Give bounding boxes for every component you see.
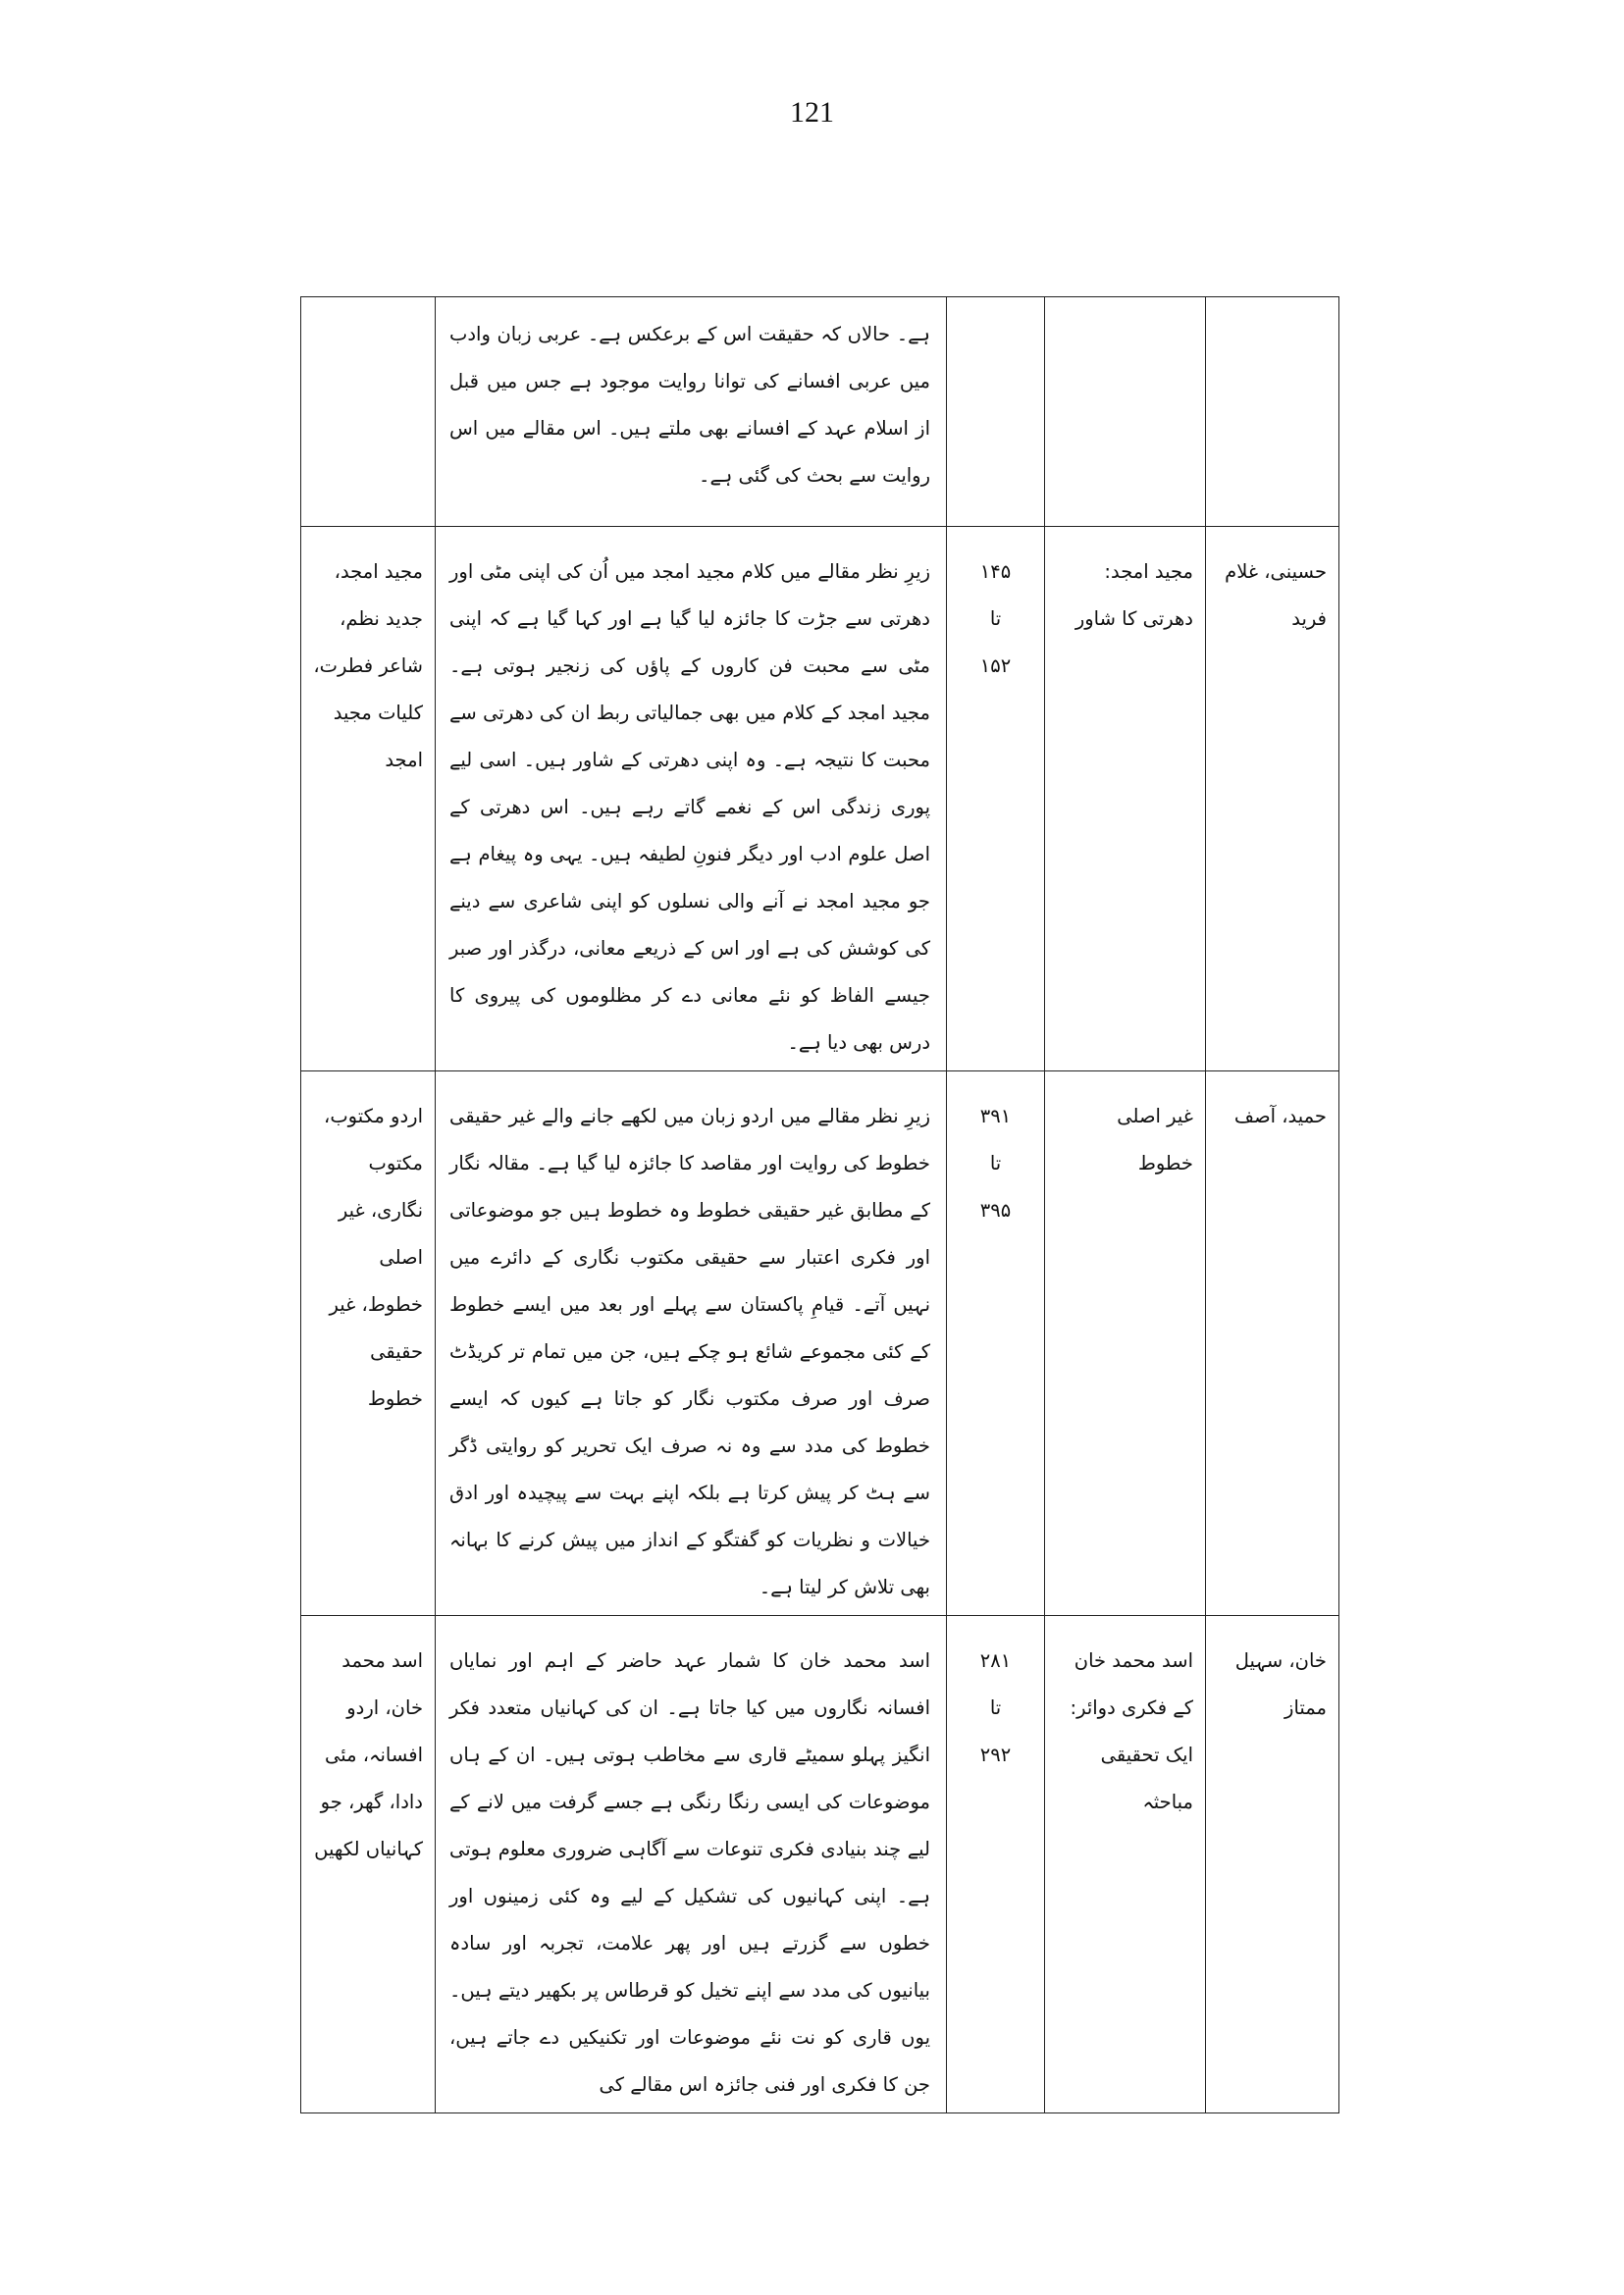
table-row [301,1616,1339,2113]
keywords-cell: مجید امجد، جدید نظم، شاعر فطرت، کلیات مجید امجد [301,527,436,1071]
pages-cell [947,1616,1045,2113]
bibliography-table [300,296,1339,2113]
title-cell: غیر اصلی خطوط [1045,1071,1206,1616]
table-row [301,1071,1339,1616]
author-cell [1206,297,1339,527]
page-separator: تا [989,607,1002,630]
pages-cell [947,1071,1045,1616]
page-separator: تا [989,1152,1002,1174]
page-from: ۳۹۱ [979,1105,1012,1127]
abstract-cell: ہے۔ حالاں کہ حقیقت اس کے برعکس ہے۔ عربی زبان وادب میں عربی افسانے کی توانا روایت موجود ہے جس میں قبل از اسلام عہد کے افسانے بھی ملتے ہیں۔ اس مقالے میں اس روایت سے بحث کی گئی ہے۔ [436,297,947,527]
pages-cell [947,527,1045,1071]
title-cell [1045,297,1206,527]
title-cell: مجید امجد: دھرتی کا شاور [1045,527,1206,1071]
keywords-cell [301,297,436,527]
page-from: ۱۴۵ [979,560,1012,583]
page-to: ۱۵۲ [979,654,1012,677]
keywords-cell: اسد محمد خان، اردو افسانہ، مئی دادا، گھر، جو کہانیاں لکھیں [301,1616,436,2113]
author-cell: حسینی، غلام فرید [1206,527,1339,1071]
abstract-cell: اسد محمد خان کا شمار عہد حاضر کے اہم اور نمایاں افسانہ نگاروں میں کیا جاتا ہے۔ ان کی کہانیاں متعدد فکر انگیز پہلو سمیٹے قاری سے مخاطب ہوتی ہیں۔ ان کے ہاں موضوعات کی ایسی رنگا رنگی ہے جسے گرفت میں لانے کے لیے چند بنیادی فکری تنوعات سے آگاہی ضروری معلوم ہوتی ہے۔ اپنی کہانیوں کی تشکیل کے لیے وہ کئی زمینوں اور خطوں سے گزرتے ہیں اور پھر علامت، تجربہ اور سادہ بیانیوں کی مدد سے اپنے تخیل کو قرطاس پر بکھیر دیتے ہیں۔ یوں قاری کو نت نئے موضوعات اور تکنیکیں دے جاتے ہیں، جن کا فکری اور فنی جائزہ اس مقالے کی [436,1616,947,2113]
page-number: 121 [790,96,834,129]
author-cell: حمید، آصف [1206,1071,1339,1616]
keywords-cell: اردو مکتوب، مکتوب نگاری، غیر اصلی خطوط، غیر حقیقی خطوط [301,1071,436,1616]
title-cell: اسد محمد خان کے فکری دوائر: ایک تحقیقی مباحثہ [1045,1616,1206,2113]
table-row [301,297,1339,527]
page-separator: تا [989,1696,1002,1719]
page-from: ۲۸۱ [979,1649,1012,1672]
abstract-cell: زیرِ نظر مقالے میں کلام مجید امجد میں اُن کی اپنی مٹی اور دھرتی سے جڑت کا جائزہ لیا گیا ہے اور کہا گیا ہے کہ اپنی مٹی سے محبت فن کاروں کے پاؤں کی زنجیر ہوتی ہے۔ مجید امجد کے کلام میں بھی جمالیاتی ربط ان کی دھرتی سے محبت کا نتیجہ ہے۔ وہ اپنی دھرتی کے شاور ہیں۔ اسی لیے پوری زندگی اس کے نغمے گاتے رہے ہیں۔ اس دھرتی کے اصل علوم ادب اور دیگر فنونِ لطیفہ ہیں۔ یہی وہ پیغام ہے جو مجید امجد نے آنے والی نسلوں کو اپنی شاعری سے دینے کی کوشش کی ہے اور اس کے ذریعے معانی، درگذر اور صبر جیسے الفاظ کو نئے معانی دے کر مظلوموں کی پیروی کا درس بھی دیا ہے۔ [436,527,947,1071]
author-cell: خان، سہیل ممتاز [1206,1616,1339,2113]
abstract-cell: زیرِ نظر مقالے میں اردو زبان میں لکھے جانے والے غیر حقیقی خطوط کی روایت اور مقاصد کا جائزہ لیا گیا ہے۔ مقالہ نگار کے مطابق غیر حقیقی خطوط وہ خطوط ہیں جو موضوعاتی اور فکری اعتبار سے حقیقی مکتوب نگاری کے دائرے میں نہیں آتے۔ قیامِ پاکستان سے پہلے اور بعد میں ایسے خطوط کے کئی مجموعے شائع ہو چکے ہیں، جن میں تمام تر کریڈٹ صرف اور صرف مکتوب نگار کو جاتا ہے کیوں کہ ایسے خطوط کی مدد سے وہ نہ صرف ایک تحریر کو روایتی ڈگر سے ہٹ کر پیش کرتا ہے بلکہ اپنے بہت سے پیچیدہ اور ادق خیالات و نظریات کو گفتگو کے انداز میں پیش کرنے کا بہانہ بھی تلاش کر لیتا ہے۔ [436,1071,947,1616]
table-row [301,527,1339,1071]
page-to: ۳۹۵ [979,1199,1012,1222]
pages-cell [947,297,1045,527]
page-to: ۲۹۲ [979,1744,1012,1766]
